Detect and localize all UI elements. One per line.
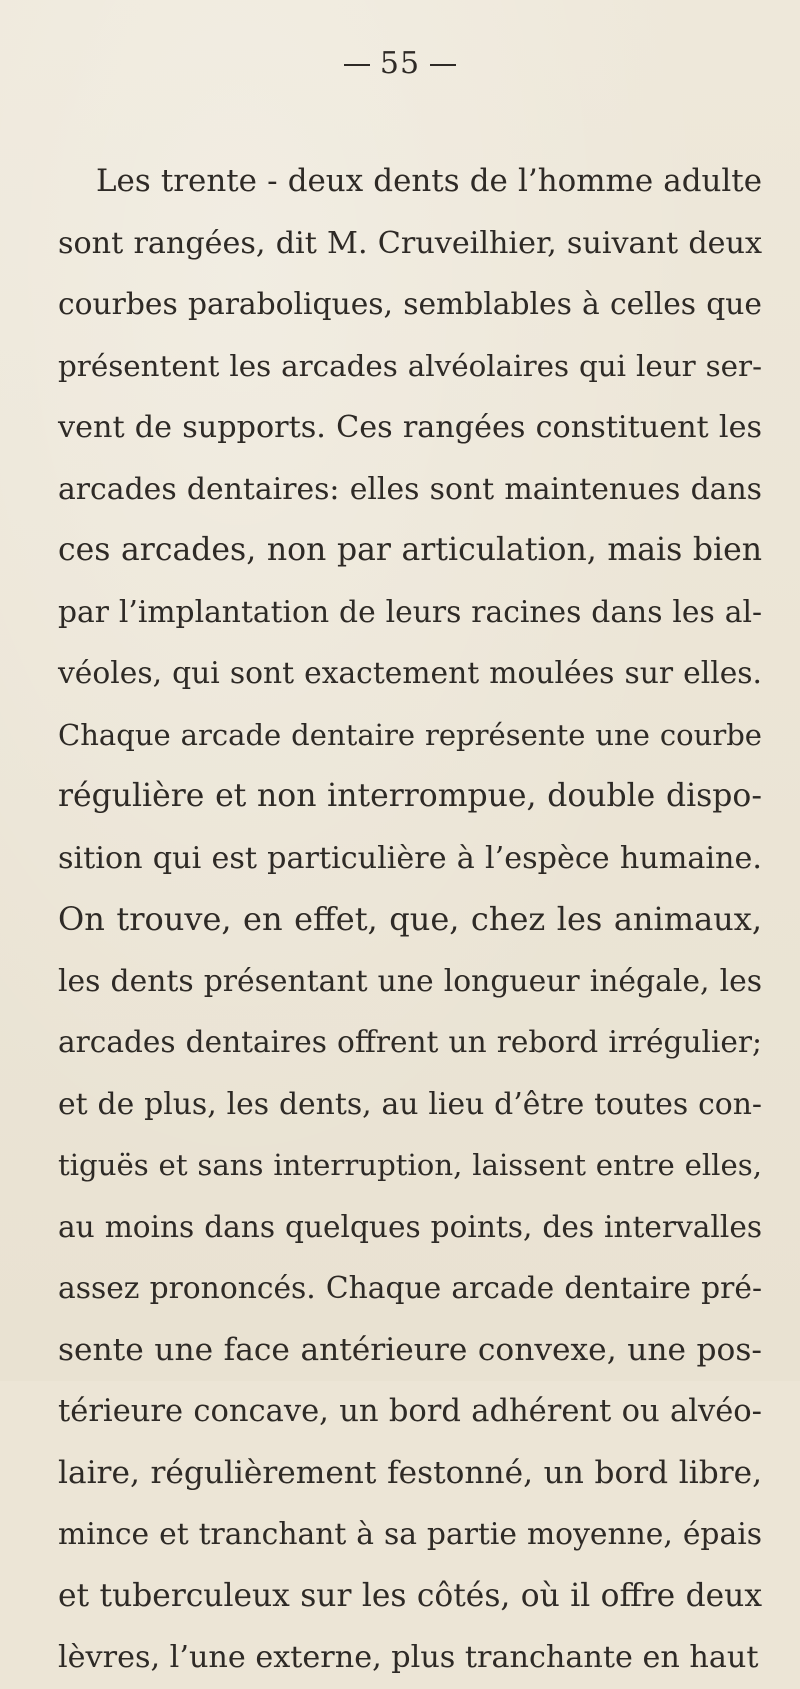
text-line: véoles, qui sont exactement moulées sur elles. bbox=[58, 656, 762, 691]
header-dash-left bbox=[344, 64, 370, 66]
text-line: Les trente - deux dents de l’homme adulte bbox=[96, 163, 762, 199]
header-dash-right bbox=[430, 64, 456, 66]
text-line: térieure concave, un bord adhérent ou alvéo- bbox=[58, 1394, 762, 1429]
text-line: régulière et non interrompue, double dispo- bbox=[58, 778, 762, 814]
text-line: courbes paraboliques, semblables à celles que bbox=[58, 287, 762, 322]
text-line: au moins dans quelques points, des intervalles bbox=[58, 1209, 762, 1244]
text-line: laire, régulièrement festonné, un bord libre, bbox=[58, 1454, 762, 1491]
text-line: présentent les arcades alvéolaires qui leur ser- bbox=[58, 348, 762, 383]
page-header bbox=[0, 44, 800, 84]
text-line: arcades dentaires: elles sont maintenues dans bbox=[58, 471, 762, 507]
body-text bbox=[58, 151, 762, 1689]
text-line: assez prononcés. Chaque arcade dentaire pré- bbox=[58, 1271, 762, 1306]
text-line: les dents présentant une longueur inégale, les bbox=[58, 963, 762, 999]
text-line: vent de supports. Ces rangées constituent les bbox=[58, 410, 762, 445]
text-line: sente une face antérieure convexe, une pos- bbox=[58, 1331, 762, 1368]
text-line: lèvres, l’une externe, plus tranchante en haut bbox=[58, 1640, 759, 1675]
text-line: par l’implantation de leurs racines dans les al- bbox=[58, 594, 762, 630]
text-line: arcades dentaires offrent un rebord irrégulier; bbox=[58, 1025, 762, 1059]
text-line: On trouve, en effet, que, chez les animaux, bbox=[58, 900, 762, 938]
text-line: et tuberculeux sur les côtés, où il offre deux bbox=[58, 1577, 762, 1614]
text-line: Chaque arcade dentaire représente une courbe bbox=[58, 717, 762, 752]
text-line: ces arcades, non par articulation, mais bien bbox=[58, 532, 762, 568]
text-line: mince et tranchant à sa partie moyenne, épais bbox=[58, 1517, 762, 1552]
text-line: sition qui est particulière à l’espèce humaine. bbox=[58, 840, 762, 876]
text-line: tiguës et sans interruption, laissent entre elles, bbox=[58, 1148, 762, 1182]
text-line: sont rangées, dit M. Cruveilhier, suivant deux bbox=[58, 225, 762, 261]
page-number: 55 bbox=[379, 46, 421, 81]
text-line: et de plus, les dents, au lieu d’être toutes con- bbox=[58, 1086, 762, 1122]
